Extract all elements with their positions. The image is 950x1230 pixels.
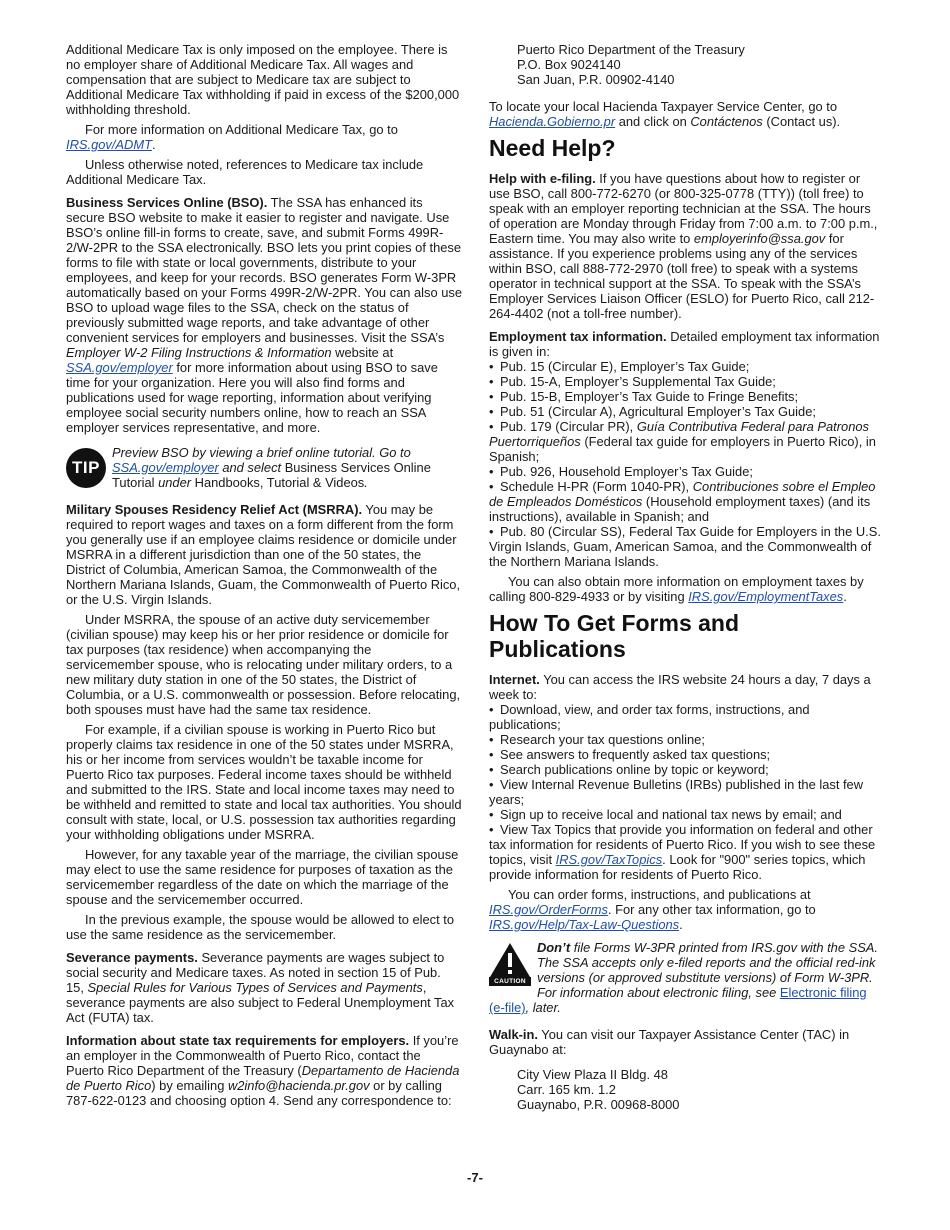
- list-item: • Pub. 15 (Circular E), Employer’s Tax Guide;: [489, 359, 881, 374]
- walk-in-heading: Walk-in.: [489, 1027, 538, 1042]
- list-item: • Pub. 15-B, Employer’s Tax Guide to Fringe Benefits;: [489, 389, 881, 404]
- list-item: • View Tax Topics that provide you information on federal and other tax information for residents of Puerto Rico. If you wish to see these topics, visit IRS.gov/TaxTopics. Look for "900" series topics, which provide information for residents of Puerto Rico.: [489, 822, 881, 882]
- forms-heading: How To Get Forms and Publications: [489, 610, 740, 662]
- list-item: • Pub. 926, Household Employer’s Tax Guide;: [489, 464, 881, 479]
- hacienda-link[interactable]: Hacienda.Gobierno.pr: [489, 114, 616, 129]
- severance-heading: Severance payments.: [66, 950, 198, 965]
- tip-box: TIP Preview BSO by viewing a brief online tutorial. Go to SSA.gov/employer and select Business Services Online Tutorial under Handbooks, Tutorial & Videos.: [66, 445, 462, 490]
- employment-taxes-link[interactable]: IRS.gov/EmploymentTaxes: [688, 589, 844, 604]
- state-tax-heading: Information about state tax requirements for employers.: [66, 1033, 410, 1048]
- employment-tax-heading: Employment tax information.: [489, 329, 667, 344]
- tax-topics-link[interactable]: IRS.gov/TaxTopics: [555, 852, 663, 867]
- tip-ssa-link[interactable]: SSA.gov/employer: [112, 460, 219, 475]
- order-forms-link[interactable]: IRS.gov/OrderForms: [489, 902, 608, 917]
- msrra-p3: For example, if a civilian spouse is working in Puerto Rico but properly claims tax residence in one of the 50 states under MSRRA, his or her income from services wouldn’t be taxable income for Puerto Rico tax purposes. Federal income taxes should be withheld and submitted to the IRS. State and local income taxes may need to be withheld and remitted to state and local tax authorities. You should consult with state, local, or U.S. possession tax authorities regarding your withholding obligations under MSRRA.: [66, 722, 462, 842]
- also-obtain-paragraph: You can also obtain more information on employment taxes by calling 800-829-4933 or by visiting IRS.gov/EmploymentTaxes.: [489, 574, 864, 604]
- msrra-paragraph: Military Spouses Residency Relief Act (MSRRA). You may be required to report wages and taxes on a form different from the form you generally use if an employee claims residence or domicile under MSRRA in a different jurisdiction than one of the 50 states, the District of Columbia, American Samoa, the Commonwealth of the Northern Mariana Islands, Guam, the Commonwealth of Puerto Rico, or the U.S. Virgin Islands.: [66, 502, 461, 607]
- caution-icon: [489, 942, 531, 986]
- locate-center-paragraph: To locate your local Hacienda Taxpayer Service Center, go to Hacienda.Gobierno.pr and click on Contáctenos (Contact us).: [489, 99, 841, 129]
- amt-paragraph: Additional Medicare Tax is only imposed on the employee. There is no employer share of Additional Medicare Tax. All wages and compensation that are subject to Medicare tax are subject to Additional Medicare Tax withholding if paid in excess of the $200,000 withholding threshold.: [66, 42, 460, 117]
- internet-list: [489, 702, 881, 882]
- ssa-employer-link[interactable]: SSA.gov/employer: [66, 360, 173, 375]
- list-item: • Sign up to receive local and national tax news by email; and: [489, 807, 881, 822]
- employment-pubs-list: [489, 359, 881, 569]
- bso-heading: Business Services Online (BSO).: [66, 195, 268, 210]
- caution-box: CAUTION Don’t file Forms W-3PR printed from IRS.gov with the SSA. The SSA accepts only e-filed reports and the official red-ink versions (or approved substitute versions) of Form W-3PR. For information about electronic filing, see Electronic filing (e-file), later.: [489, 940, 878, 1015]
- list-item: • Pub. 179 (Circular PR), Guía Contributiva Federal para Patronos Puertorriqueños (Federal tax guide for employers in Puerto Rico), in Spanish;: [489, 419, 881, 464]
- list-item: • Pub. 15-A, Employer’s Supplemental Tax Guide;: [489, 374, 881, 389]
- need-help-heading: Need Help?: [489, 135, 616, 161]
- msrra-p5: In the previous example, the spouse would be allowed to elect to use the same residence as the servicemember.: [66, 912, 455, 942]
- left-column: [66, 42, 462, 1113]
- list-item: • Research your tax questions online;: [489, 732, 881, 747]
- page-number: -7-: [467, 1170, 483, 1185]
- msrra-heading: Military Spouses Residency Relief Act (MSRRA).: [66, 502, 363, 517]
- irs-admt-link[interactable]: IRS.gov/ADMT: [66, 137, 152, 152]
- warning-triangle-icon: [489, 942, 531, 978]
- list-item: • See answers to frequently asked tax questions;: [489, 747, 881, 762]
- treasury-address: Puerto Rico Department of the Treasury P.O. Box 9024140 San Juan, P.R. 00902-4140: [517, 42, 745, 87]
- severance-paragraph: Severance payments. Severance payments are wages subject to social security and Medicare taxes. As noted in section 15 of Pub. 15, Special Rules for Various Types of Services and Payments, severance payments are also subject to Federal Unemployment Tax Act (FUTA) tax.: [66, 950, 455, 1025]
- tac-address: City View Plaza II Bldg. 48 Carr. 165 km. 1.2 Guaynabo, P.R. 00968-8000: [517, 1067, 680, 1112]
- list-item: • Download, view, and order tax forms, instructions, and publications;: [489, 702, 881, 732]
- tax-law-questions-link[interactable]: IRS.gov/Help/Tax-Law-Questions: [489, 917, 680, 932]
- caution-label: CAUTION: [489, 977, 531, 986]
- bso-paragraph: Business Services Online (BSO). The SSA has enhanced its secure BSO website to make it easier to register and navigate. Use BSO’s online fill-in forms to create, save, and submit Forms 499R-2/W-2PR to the SSA electronically. BSO lets you print copies of these forms to file with state or local governments, distribute to your employees, and keep for your records. BSO generates Form W-3PR automatically based on your Forms 499R-2/W-2PR. You can also use BSO to upload wage files to the SSA, check on the status of previously submitted wage reports, and take advantage of other convenient services for employers and businesses. Visit the SSA’s Employer W-2 Filing Instructions & Information website at SSA.gov/employer for more information about using BSO to save time for your organization. Here you will also find forms and publications used for wage reporting, information about verifying employee social security numbers online, how to reach an SSA employer services representative, and more.: [66, 195, 462, 435]
- efile-heading: Help with e-filing.: [489, 171, 596, 186]
- list-item: • Pub. 51 (Circular A), Agricultural Employer’s Tax Guide;: [489, 404, 881, 419]
- list-item: • Schedule H-PR (Form 1040-PR), Contribuciones sobre el Empleo de Empleados Domésticos (Household employment taxes) (and its instructions), available in Spanish; and: [489, 479, 881, 524]
- order-forms-paragraph: You can order forms, instructions, and publications at IRS.gov/OrderForms. For any other tax information, go to IRS.gov/Help/Tax-Law-Questions.: [489, 887, 816, 932]
- medicare-note: Unless otherwise noted, references to Medicare tax include Additional Medicare Tax.: [66, 157, 424, 187]
- walk-in-paragraph: Walk-in. You can visit our Taxpayer Assistance Center (TAC) in Guaynabo at:: [489, 1027, 850, 1057]
- tip-icon: TIP: [66, 448, 106, 488]
- list-item: • View Internal Revenue Bulletins (IRBs) published in the last few years;: [489, 777, 881, 807]
- electronic-filing-link[interactable]: Electronic filing (e-file): [489, 985, 867, 1015]
- msrra-p2: Under MSRRA, the spouse of an active duty servicemember (civilian spouse) may keep his or her prior residence or domicile for tax purposes (tax residence) when accompanying the servicemember spouse, who is relocating under military orders, to a new military duty station in one of the 50 states, the District of Columbia, or a U.S. commonwealth or possession. Before relocating, both spouses must have had the same tax residence.: [66, 612, 461, 717]
- list-item: • Search publications online by topic or keyword;: [489, 762, 881, 777]
- ssa-email: employerinfo@ssa.gov: [693, 231, 826, 246]
- right-column: [489, 42, 881, 1124]
- list-item: • Pub. 80 (Circular SS), Federal Tax Guide for Employers in the U.S. Virgin Islands, Guam, American Samoa, and the Commonwealth of the Northern Mariana Islands.: [489, 524, 881, 569]
- hacienda-email: w2info@hacienda.pr.gov: [227, 1078, 370, 1093]
- state-tax-paragraph: Information about state tax requirements for employers. If you’re an employer in the Commonwealth of Puerto Rico, contact the Puerto Rico Department of the Treasury (Departamento de Hacienda de Puerto Rico) by emailing w2info@hacienda.pr.gov or by calling 787-622-0123 and choosing option 4. Send any correspondence to:: [66, 1033, 460, 1108]
- internet-paragraph: Internet. You can access the IRS website 24 hours a day, 7 days a week to:: [489, 672, 871, 702]
- msrra-p4: However, for any taxable year of the marriage, the civilian spouse may elect to use the same residence for purposes of taxation as the servicemember regardless of the date on which the marriage of the spouse and the servicemember occurred.: [66, 847, 459, 907]
- employment-tax-paragraph: Employment tax information. Detailed employment tax information is given in:: [489, 329, 880, 359]
- amt-more-info: For more information on Additional Medicare Tax, go to IRS.gov/ADMT.: [66, 122, 398, 152]
- efile-paragraph: Help with e-filing. If you have questions about how to register or use BSO, call 800-772-6270 (or 800-325-0778 (TTY)) (toll free) to speak with an employer reporting technician at the SSA. The hours of operation are Monday through Friday from 7:00 a.m. to 7:00 p.m., Eastern time. You may also write to employerinfo@ssa.gov for assistance. If you experience problems using any of the services within BSO, call 888-772-2970 (toll free) to speak with a systems operator in technical support at the SSA. To speak with the SSA’s Employer Services Liaison Officer (ESLO) for Puerto Rico, call 212-264-4402 (not a toll-free number).: [489, 171, 878, 321]
- internet-heading: Internet.: [489, 672, 540, 687]
